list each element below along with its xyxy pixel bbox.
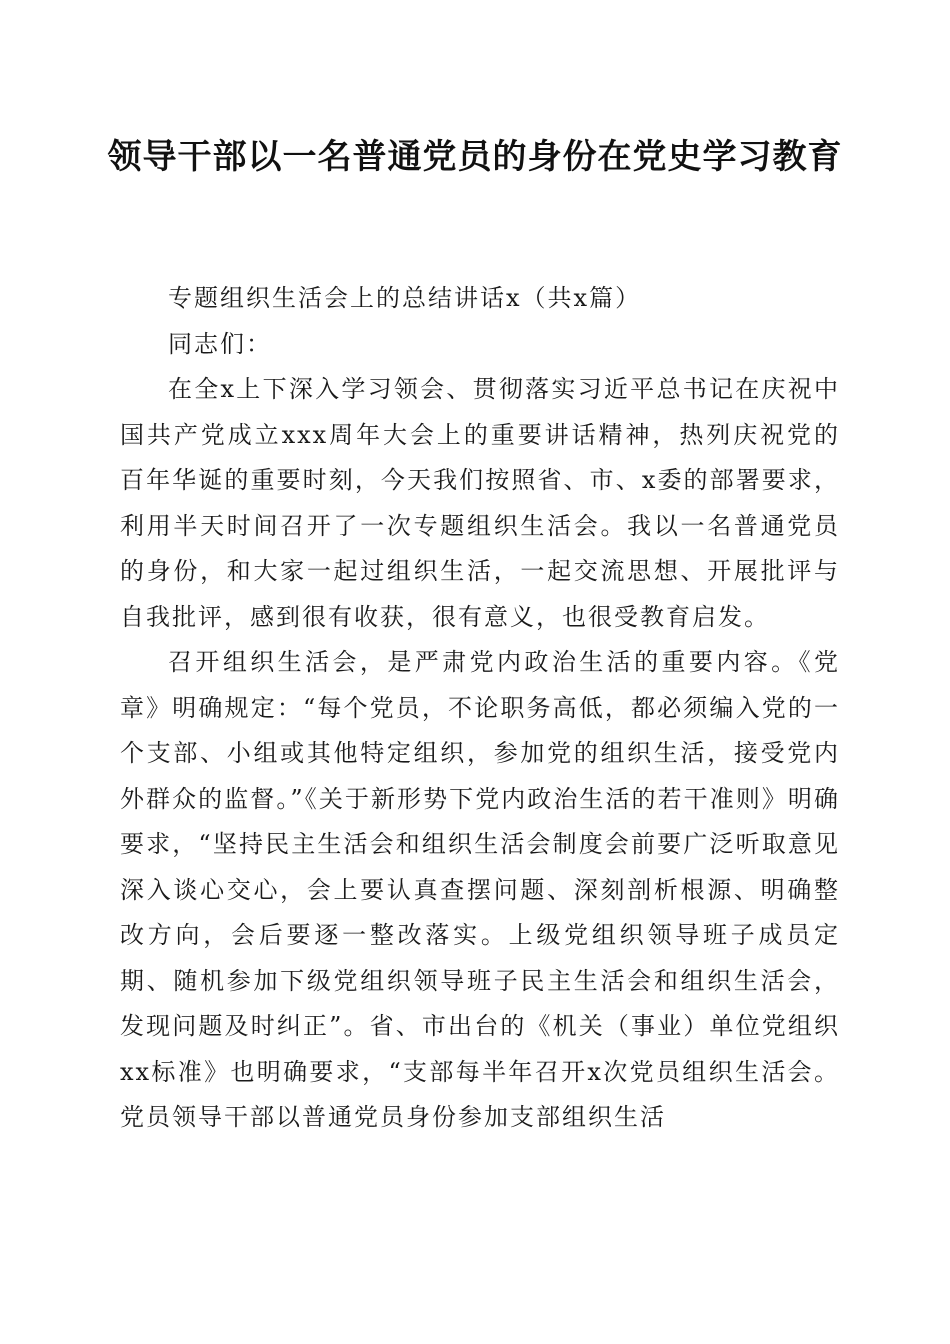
paragraph: 在全x上下深入学习领会、贯彻落实习近平总书记在庆祝中国共产党成立xxx周年大会上的重要讲话精神，热列庆祝党的百年华诞的重要时刻，今天我们按照省、市、x委的部署要求，利用半天时间召开了一次专题组织生活会。我以一名普通党员的身份，和大家一起过组织生活，一起交流思想、开展批评与自我批评，感到很有收获，很有意义，也很受教育启发。 bbox=[120, 375, 840, 631]
document-body bbox=[120, 276, 840, 1141]
document-title: 领导干部以一名普通党员的身份在党史学习教育 bbox=[107, 137, 843, 177]
subtitle-line: 专题组织生活会上的总结讲话x（共x篇） bbox=[168, 284, 642, 312]
salutation: 同志们： bbox=[168, 329, 272, 358]
paragraph: 召开组织生活会，是严肃党内政治生活的重要内容。《党章》明确规定：“每个党员，不论职务高低，都必须编入党的一个支部、小组或其他特定组织，参加党的组织生活，接受党内外群众的监督。”《关于新形势下党内政治生活的若干准则》明确要求，“坚持民主生活会和组织生活会制度会前要广泛听取意见深入谈心交心，会上要认真查摆问题、深刻剖析根源、明确整改方向，会后要逐一整改落实。上级党组织领导班子成员定期、随机参加下级党组织领导班子民主生活会和组织生活会，发现问题及时纠正”。省、市出台的《机关（事业）单位党组织xx标准》也明确要求，“支部每半年召开x次党员组织生活会。党员领导干部以普通党员身份参加支部组织生活 bbox=[120, 648, 840, 1131]
